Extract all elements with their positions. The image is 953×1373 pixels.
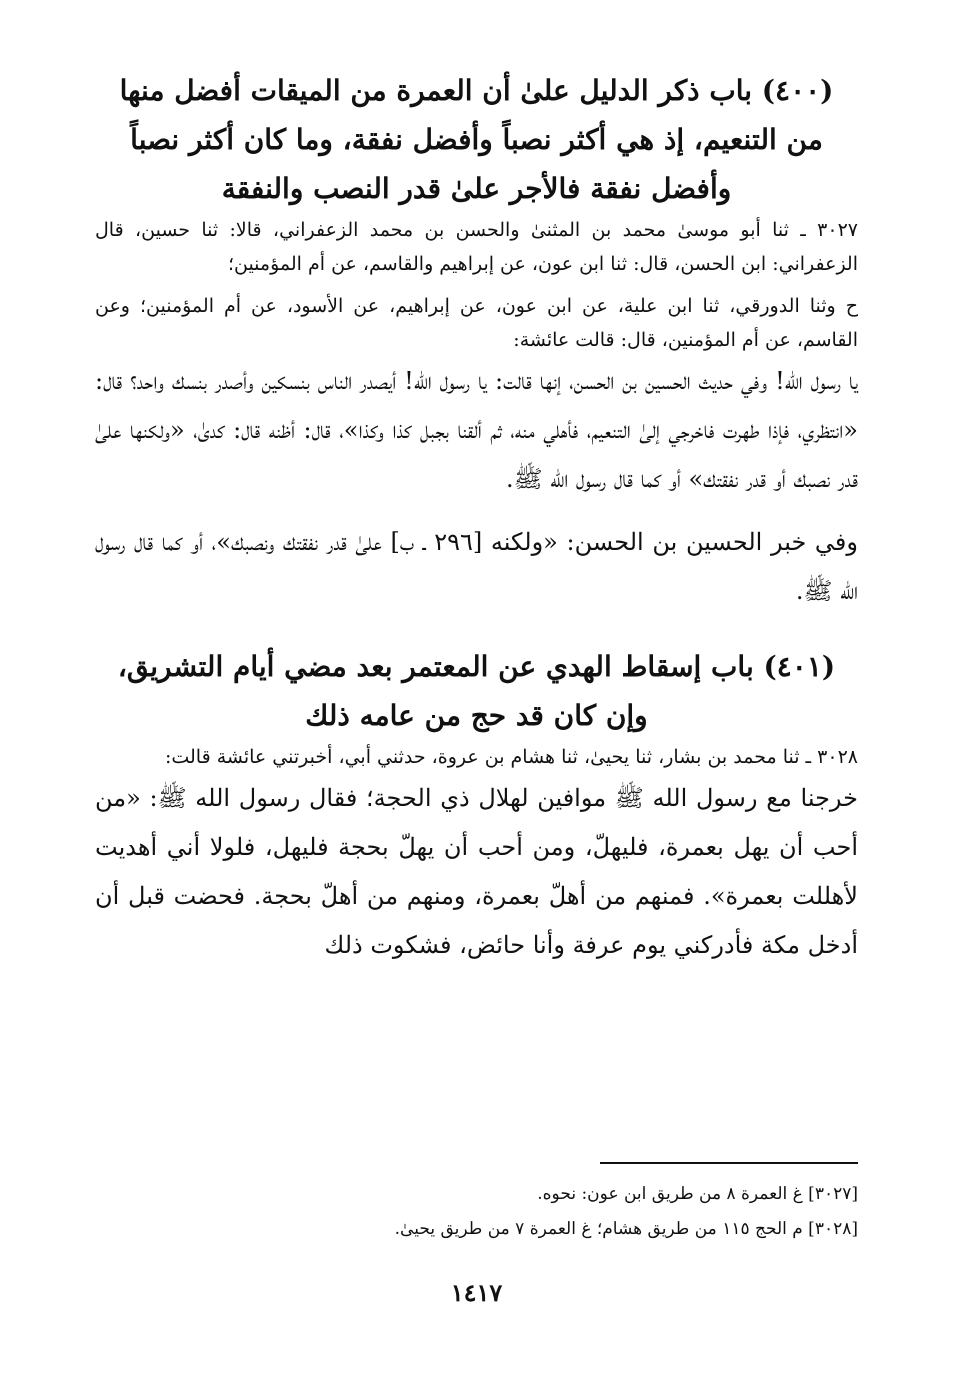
hadith-3027-variant-note: وفي خبر الحسين بن الحسن: «ولكنه [٢٩٦ ـ ب] علىٰ قدر نفقتك ونصبك»، أو كما قال رسول الله ﷺ. <box>95 528 858 605</box>
heading-line: وأفضل نفقة فالأجر علىٰ قدر النصب والنفقة <box>221 172 732 205</box>
heading-line: (٤٠١) باب إسقاط الهدي عن المعتمر بعد مضي أيام التشريق، <box>117 650 836 683</box>
chapter-400-heading <box>95 66 858 213</box>
page-number: ١٤١٧ <box>450 1278 503 1307</box>
book-page <box>95 60 858 1350</box>
footnote-3027: [٣٠٢٧] غ العمرة ٨ من طريق ابن عون: نحوه. <box>537 1184 858 1204</box>
hadith-3027-matn: يا رسول الله! وفي حديث الحسين بن الحسن، إنها قالت: يا رسول الله! أيصدر الناس بنسكين وأصدر بنسك واحد؟ قال: «انتظري، فإذا طهرت فاخرجي إلىٰ التنعيم، فأهلي منه، ثم ألقنا بجبل كذا وكذا»، قال: أظنه قال: كدىٰ، «ولكنها علىٰ قدر نصبك أو قدر نفقتك» أو كما قال رسول الله ﷺ. <box>95 367 858 493</box>
heading-line: (٤٠٠) باب ذكر الدليل علىٰ أن العمرة من الميقات أفضل منها <box>119 74 834 107</box>
hadith-3027-isnad-1: ٣٠٢٧ ـ ثنا أبو موسىٰ محمد بن المثنىٰ والحسن بن محمد الزعفراني، قالا: ثنا حسين، قال الزعفراني: ابن الحسن، قال: ثنا ابن عون، عن إبراهيم والقاسم، عن أم المؤمنين؛ <box>95 219 858 275</box>
hadith-3027-isnad-2: ح وثنا الدورقي، ثنا ابن علية، عن ابن عون، عن إبراهيم، عن الأسود، عن أم المؤمنين؛ وعن القاسم، عن أم المؤمنين، قال: قالت عائشة: <box>95 295 858 351</box>
hadith-3028-matn: خرجنا مع رسول الله ﷺ موافين لهلال ذي الحجة؛ فقال رسول الله ﷺ: «من أحب أن يهل بعمرة، فليهلّ، ومن أحب أن يهلّ بحجة فليهل، فلولا أني أهديت لأهللت بعمرة». فمنهم من أهلّ بعمرة، ومنهم من أهلّ بحجة. فحضت قبل أن أدخل مكة فأدركني يوم عرفة وأنا حائض، فشكوت ذلك <box>95 784 858 959</box>
footnote-divider <box>600 1162 858 1164</box>
heading-line: وإن كان قد حج من عامه ذلك <box>305 699 648 732</box>
chapter-401-heading <box>95 642 858 740</box>
footnotes <box>95 1177 858 1247</box>
heading-line: من التنعيم، إذ هي أكثر نصباً وأفضل نفقة، وما كان أكثر نصباً <box>130 123 823 156</box>
footnote-3028: [٣٠٢٨] م الحج ١١٥ من طريق هشام؛ غ العمرة ٧ من طريق يحيىٰ. <box>394 1219 858 1239</box>
hadith-3028-isnad: ٣٠٢٨ ـ ثنا محمد بن بشار، ثنا يحيىٰ، ثنا هشام بن عروة، حدثني أبي، أخبرتني عائشة قالت: <box>164 746 858 768</box>
